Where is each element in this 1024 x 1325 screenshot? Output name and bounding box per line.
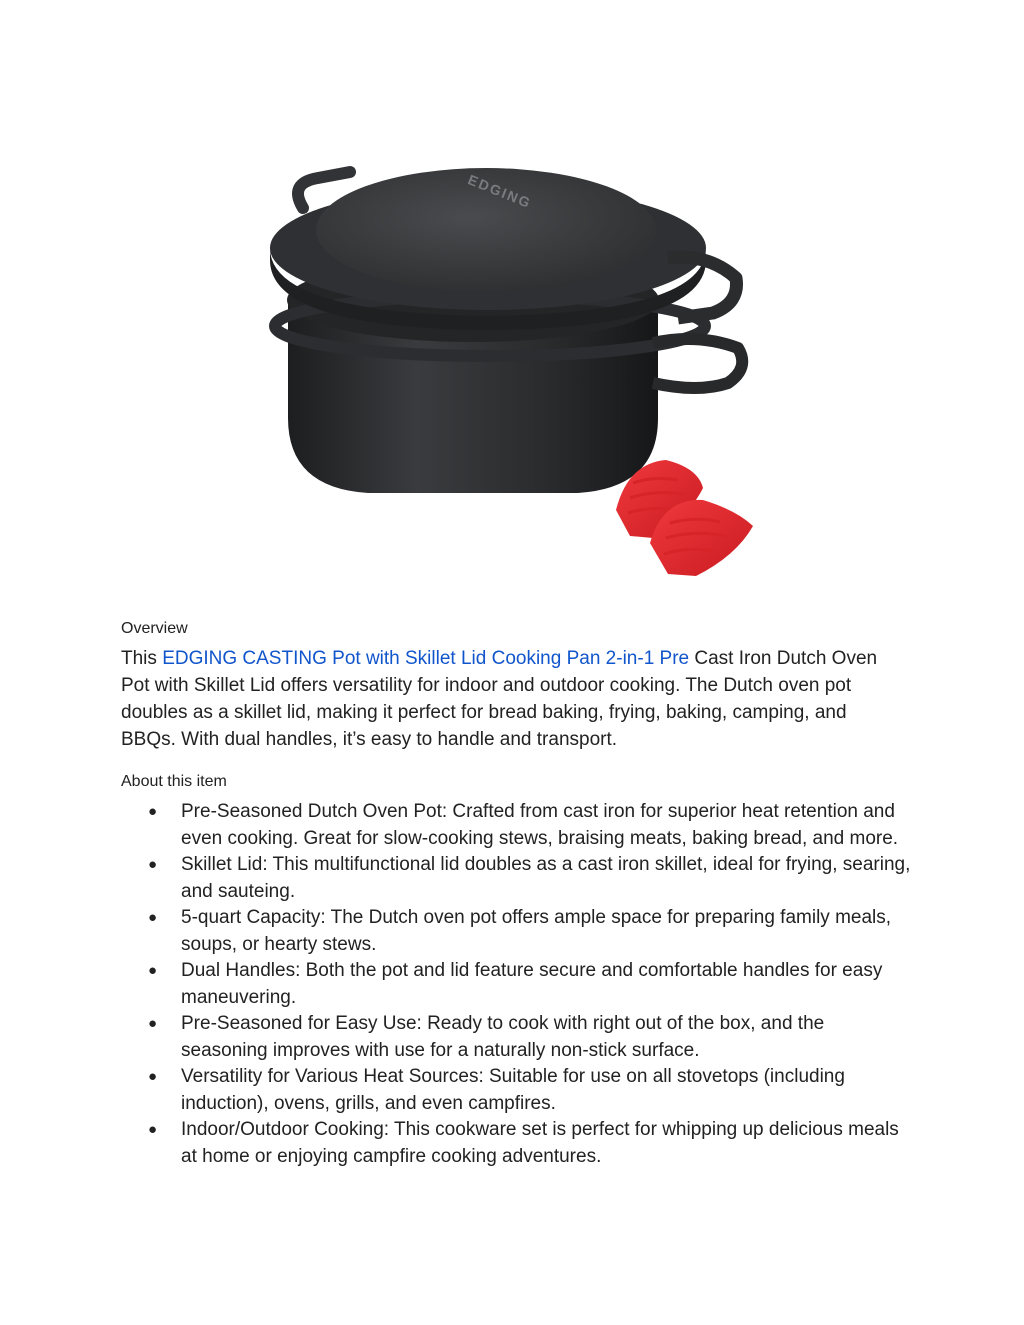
product-image [258, 138, 778, 600]
silicone-handle-holders [616, 460, 753, 576]
bullet-icon: ● [148, 803, 158, 820]
overview-text-start: This [121, 648, 163, 669]
overview-heading: Overview [121, 620, 188, 637]
list-item-text: Dual Handles: Both the pot and lid feature secure and comfortable handles for easy maneuvering. [181, 960, 883, 1008]
list-item-text: Indoor/Outdoor Cooking: This cookware set is perfect for whipping up delicious meals at home or enjoying campfire cooking adventures. [181, 1119, 899, 1167]
list-item [121, 905, 911, 958]
bullet-icon: ● [148, 1068, 158, 1085]
bullet-icon: ● [148, 962, 158, 979]
list-item [121, 852, 911, 905]
list-item-text: Pre-Seasoned for Easy Use: Ready to cook with right out of the box, and the seasoning improves with use for a naturally non-stick surface. [181, 1013, 825, 1061]
bullet-icon: ● [148, 856, 158, 873]
brand-mark: EDGING [465, 171, 535, 212]
overview-text-end: Cast Iron Dutch Oven Pot with Skillet Lid offers versatility for indoor and outdoor cooking. The Dutch oven pot doubles as a skillet lid, making it perfect for bread baking, frying, baking, camping, and BBQs. With dual handles, it’s easy to handle and transport. [121, 648, 878, 750]
list-item-text: Skillet Lid: This multifunctional lid doubles as a cast iron skillet, ideal for frying, searing, and sauteing. [181, 854, 911, 902]
about-heading: About this item [121, 773, 227, 790]
bullet-icon: ● [148, 1121, 158, 1138]
bullet-icon: ● [148, 909, 158, 926]
list-item [121, 958, 911, 1011]
list-item [121, 1064, 911, 1117]
list-item-text: Versatility for Various Heat Sources: Suitable for use on all stovetops (including induction), ovens, grills, and even campfires. [181, 1066, 845, 1114]
product-link[interactable]: EDGING CASTING Pot with Skillet Lid Cooking Pan 2-in-1 Pre [162, 648, 690, 669]
list-item-text: 5-quart Capacity: The Dutch oven pot offers ample space for preparing family meals, soups, or hearty stews. [181, 907, 892, 955]
list-item [121, 1011, 911, 1064]
list-item [121, 799, 911, 852]
dutch-oven-illustration [258, 138, 778, 600]
list-item [121, 1117, 911, 1170]
bullet-icon: ● [148, 1015, 158, 1032]
features-list [121, 799, 911, 1170]
overview-paragraph [121, 645, 901, 753]
list-item-text: Pre-Seasoned Dutch Oven Pot: Crafted from cast iron for superior heat retention and even cooking. Great for slow-cooking stews, braising meats, baking bread, and more. [181, 801, 899, 849]
